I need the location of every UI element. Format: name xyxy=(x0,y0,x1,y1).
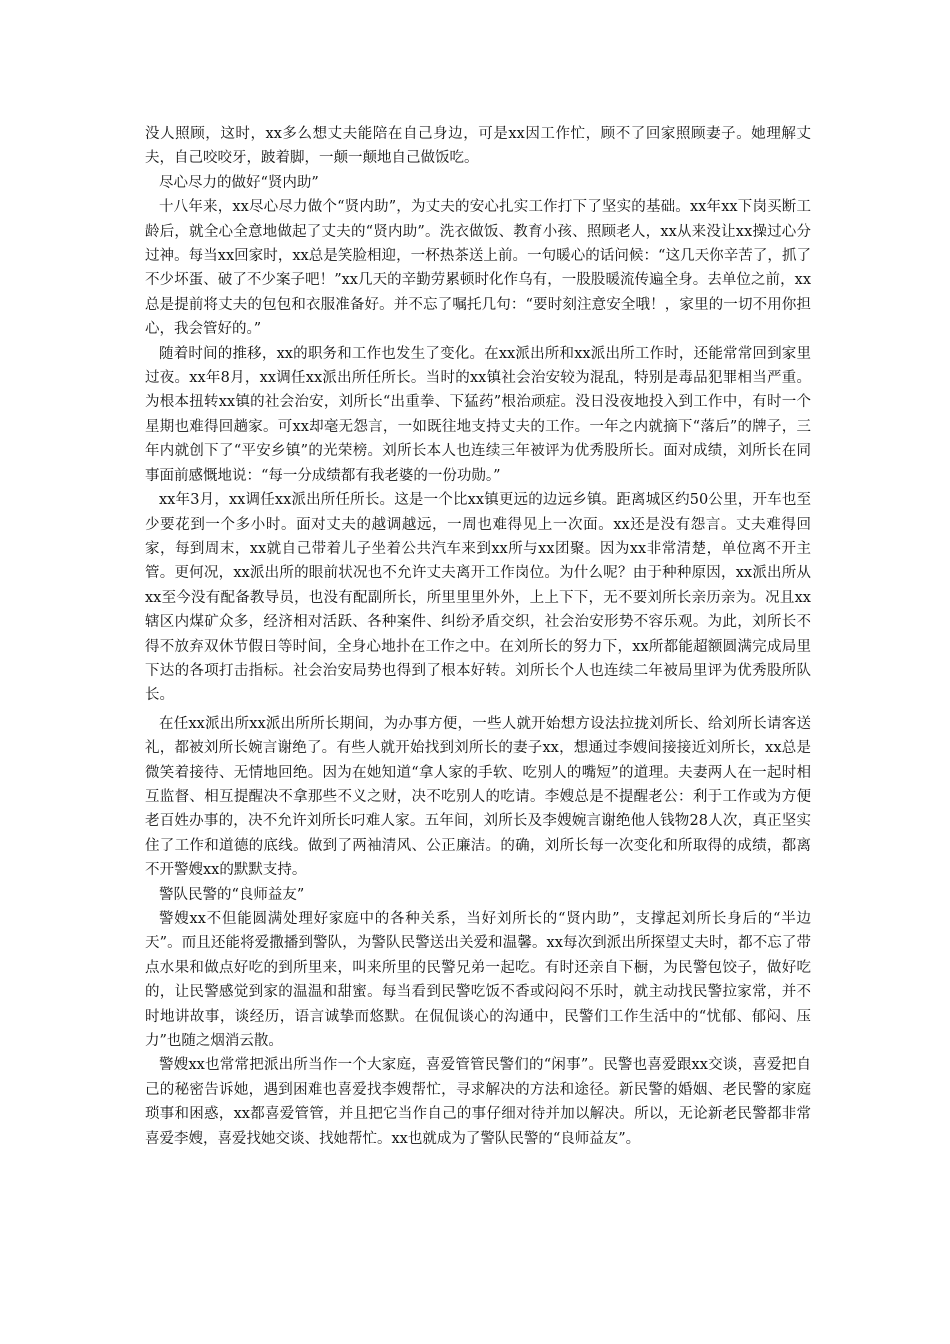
paragraph-1: 没人照顾，这时，xx多么想丈夫能陪在自己身边，可是xx因工作忙，顾不了回家照顾妻子。她理解丈夫，自己咬咬牙，跛着脚，一颠一颠地自己做饭吃。 xyxy=(145,126,811,167)
paragraph-7: 警嫂xx也常常把派出所当作一个大家庭，喜爱管管民警们的“闲事”。民警也喜爱跟xx交谈，喜爱把自己的秘密告诉她，遇到困难也喜爱找李嫂帮忙，寻求解决的方法和途径。新民警的婚姻、老民警的家庭琐事和困惑，xx都喜爱管管，并且把它当作自己的事仔细对待并加以解决。所以，无论新老民警都非常喜爱李嫂，喜爱找她交谈、找她帮忙。xx也就成为了警队民警的“良师益友”。 xyxy=(145,1057,811,1147)
document-body xyxy=(145,122,811,1151)
paragraph-5: 在任xx派出所xx派出所所长期间，为办事方便，一些人就开始想方设法拉拢刘所长、给刘所长请客送礼，都被刘所长婉言谢绝了。有些人就开始找到刘所长的妻子xx，想通过李嫂间接接近刘所长，xx总是微笑着接待、无情地回绝。因为在她知道“拿人家的手软、吃别人的嘴短”的道理。夫妻两人在一起时相互监督、相互提醒决不拿那些不义之财，决不吃别人的吃请。李嫂总是不提醒老公：利于工作或为方便老百姓办事的，决不允许刘所长叼难人家。五年间，刘所长及李嫂婉言谢绝他人钱物28人次，真正坚实住了工作和道德的底线。做到了两袖清风、公正廉洁。的确，刘所长每一次变化和所取得的成绩，都离不开警嫂xx的默默支持。 xyxy=(145,715,811,879)
paragraph-2: 十八年来，xx尽心尽力做个“贤内助”，为丈夫的安心扎实工作打下了坚实的基础。xx年xx下岗买断工龄后，就全心全意地做起了丈夫的“贤内助”。洗衣做饭、教育小孩、照顾老人，xx从来没让xx操过心分过神。每当xx回家时，xx总是笑脸相迎，一杯热茶送上前。一句暖心的话问候：“这几天你辛苦了，抓了不少坏蛋、破了不少案子吧！”xx几天的辛勤劳累顿时化作乌有，一股股暖流传遍全身。去单位之前，xx总是提前将丈夫的包包和衣服准备好。并不忘了嘱托几句：“要时刻注意安全哦！，家里的一切不用你担心，我会管好的。” xyxy=(145,199,811,338)
paragraph-3: 随着时间的推移，xx的职务和工作也发生了变化。在xx派出所和xx派出所工作时，还能常常回到家里过夜。xx年8月，xx调任xx派出所任所长。当时的xx镇社会治安较为混乱，特别是毒品犯罪相当严重。为根本扭转xx镇的社会治安，刘所长“出重拳、下猛药”根治顽症。没日没夜地投入到工作中，有时一个星期也难得回趟家。可xx却毫无怨言，一如既往地支持丈夫的工作。一年之内就摘下“落后”的牌子，三年内就创下了“平安乡镇”的光荣榜。刘所长本人也连续三年被评为优秀股所长。面对成绩，刘所长在同事面前感慨地说：“每一分成绩都有我老婆的一份功勋。” xyxy=(145,345,811,484)
section-heading-xian-nei-zhu: 尽心尽力的做好“贤内助” xyxy=(159,174,319,191)
paragraph-4: xx年3月，xx调任xx派出所任所长。这是一个比xx镇更远的边远乡镇。距离城区约50公里，开车也至少要花到一个多小时。面对丈夫的越调越远，一周也难得见上一次面。xx还是没有怨言。丈夫难得回家，每到周末，xx就自己带着儿子坐着公共汽车来到xx所与xx团聚。因为xx非常清楚，单位离不开主管。更何况，xx派出所的眼前状况也不允许丈夫离开工作岗位。为什么呢？由于种种原因，xx派出所从xx至今没有配备教导员，也没有配副所长，所里里里外外，上上下下，无不要刘所长亲历亲为。况且xx辖区内煤矿众多，经济相对活跃、各种案件、纠纷矛盾交织，社会治安形势不容乐观。为此，刘所长不得不放弃双休节假日等时间，全身心地扑在工作之中。在刘所长的努力下，xx所都能超额圆满完成局里下达的各项打击指标。社会治安局势也得到了根本好转。刘所长个人也连续二年被局里评为优秀股所队长。 xyxy=(145,492,811,704)
section-heading-liang-shi-yi-you: 警队民警的“良师益友” xyxy=(159,886,305,903)
paragraph-6: 警嫂xx不但能圆满处理好家庭中的各种关系，当好刘所长的“贤内助”，支撑起刘所长身后的“半边天”。而且还能将爱撒播到警队，为警队民警送出关爱和温馨。xx每次到派出所探望丈夫时，都不忘了带点水果和做点好吃的到所里来，叫来所里的民警兄弟一起吃。有时还亲自下橱，为民警包饺子，做好吃的，让民警感觉到家的温温和甜蜜。每当看到民警吃饭不香或闷闷不乐时，就主动找民警拉家常，并不时地讲故事，谈经历，语言诚挚而悠默。在侃侃谈心的沟通中，民警们工作生活中的“忧郁、郁闷、压力”也随之烟消云散。 xyxy=(145,911,811,1050)
